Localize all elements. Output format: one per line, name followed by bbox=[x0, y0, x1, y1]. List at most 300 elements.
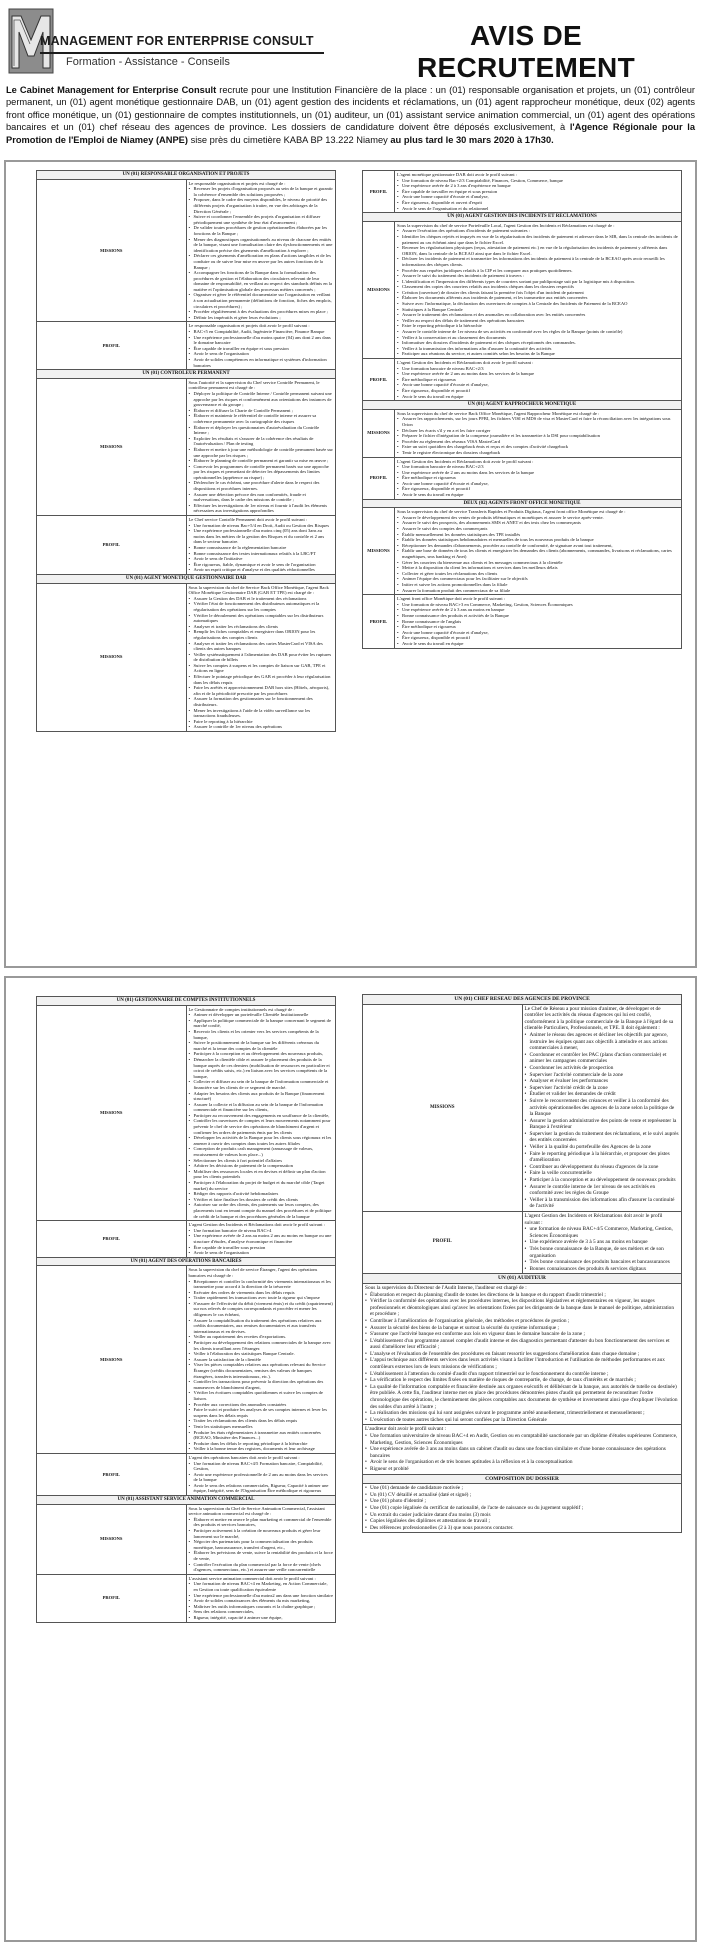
list-item: • Adapter les besoins des clients aux produits de la Banque (financement structuré) bbox=[189, 1091, 334, 1102]
list-item: • Une expérience avérée de 2 ans au moins 2 ans au moins en banque ou une structure d'études, d'analyse économique et financière bbox=[189, 1233, 334, 1244]
list-item: • Une expérience professionnelle d'au moins2 ans dans une fonction similaire bbox=[189, 1593, 334, 1599]
list-item: • Négocier des partenariats pour la commercialisation des produits monétique, bancassurance, transfert d'argent, etc., bbox=[189, 1539, 334, 1550]
list-item: • Une (01) demande de candidature motivée ; bbox=[365, 1485, 679, 1492]
list-item: • Informatiser des dossiers d'incidents de paiement et des chèques réceptionnés des commandes. bbox=[397, 340, 679, 346]
list-item: • Coordonner les activités de prospection bbox=[525, 1065, 680, 1072]
list-item: • Être rigoureux, disponible et proactif bbox=[397, 486, 679, 492]
list-item: • Accompagner les fonctions de la Banque dans la formalisation des procédures de gestion et l'élaboration des circulaires relevant de leur domaine de responsabilité, en veillant au respect des standards définis en la matière et l'optimisation globale des processus métiers concernés ; bbox=[189, 270, 334, 292]
list-item: • Participer au recouvrement des engagements en souffrance de la clientèle, bbox=[189, 1113, 334, 1119]
profil-intro: L'auditeur doit avoir le profil suivant : bbox=[365, 1426, 446, 1433]
list-item: • Assurer la sécurité des biens de la banque et surtout la sécurité du système informatique ; bbox=[365, 1325, 679, 1332]
list-item: • Assurer le traitement des réclamations et des anomalies en collaboration avec les entités concernées bbox=[397, 312, 679, 318]
profil-list bbox=[189, 1581, 334, 1620]
missions-label: MISSIONS bbox=[37, 378, 187, 515]
section-title: UN (01) AUDITEUR bbox=[363, 1274, 682, 1284]
list-item: • Déployer la politique de Contrôle Interne / Contrôle permanent suivant une approche par les risques et conformément aux orientations des instances de gouvernance et du groupe ; bbox=[189, 391, 334, 408]
missions-intro: Sous la supervision du chef de service Transferts Rapides et Produits Digitaux, l'agent front office Monétique est chargé de : bbox=[397, 509, 626, 515]
list-item: • Assurer la Gestion des DAB et le traitement des réclamations bbox=[189, 596, 334, 602]
list-item: • Une expérience professionnelle d'au moins cinq (05) ans dont 3ans au moins dans les métiers de la gestion des Risques et du contrôle et 2 ans dans le secteur bancaire. bbox=[189, 528, 334, 545]
list-item: • Établir une base de données de tous les clients et enregistrer les demandes des clients (abonnements, commandes, livraisons et réclamations, cartes magnétiques, sms banking et Anet) bbox=[397, 548, 679, 559]
profil-label: PROFIL bbox=[363, 457, 395, 499]
intro-text: recrute pour une Institution Financière de la place : un (01) responsable organisation et projets, un (01) contrôleur permanent, un (01) agent monétique gestionnaire DAB, un (01) agent gestion des incidents et réclamations, un (01) agent rapprocheur monétique, deux (02) agents front office monétique, un (01) gestionnaire de comptes institutionnels, un (01) auditeur, un (01) assistant service animation commercial, un (01) agent des opérations bancaires et un (01) chef réseau des agences de province. Les dossiers de candidature doivent être déposés exclusivement, à bbox=[6, 85, 696, 133]
list-item: • L'exécution de toutes autres tâches qui lui seront confiées par la Direction Générale bbox=[365, 1417, 679, 1424]
list-item: • Rigueur, intégrité, capacité à animer une équipe, bbox=[189, 1615, 334, 1621]
list-item: • Être méthodique et rigoureux bbox=[397, 475, 679, 481]
list-item: • Recenser les projets d'organisation proposés au sein de la banque et garantir la cohérence d'ensemble des solutions proposées ; bbox=[189, 186, 334, 197]
list-item: • Concevoir les programmes de contrôle permanent basés sur une approche par les risques et permettant de détecter les dépassements des limites opérationnelles (appétence au risque) ; bbox=[189, 464, 334, 481]
list-item: • Participer aux réunions du service, et autres comités selon les besoins de la Banque bbox=[397, 351, 679, 357]
profil-intro: Le responsable organisation et projets doit avoir le profil suivant : bbox=[188, 323, 310, 329]
list-item: • Avoir le sens de l'organisation et de très bonnes aptitudes à la réflexion et à la conceptualisation bbox=[365, 1459, 679, 1466]
profil-label: PROFIL bbox=[37, 1453, 187, 1495]
section-title: UN (01) AGENT MONETIQUE GESTIONNAIRE DAB bbox=[37, 574, 336, 583]
list-item: • Participer à l'élaboration du projet de budget et du marché cible (Target market) du service bbox=[189, 1180, 334, 1191]
missions-list bbox=[189, 186, 334, 320]
list-item: • Assurer le contrôle interne de 1er niveau de ses activités en conformité avec les règles du Groupe bbox=[525, 1184, 680, 1197]
list-item: • Mobiliser des ressources locales et en devises et définir un plan d'action pour les clients potentiels bbox=[189, 1169, 334, 1180]
list-item: • Rédiger des rapports d'activité hebdomadaires bbox=[189, 1191, 334, 1197]
list-item: • Animer et développer un portefeuille Clientèle Institutionnelle bbox=[189, 1012, 334, 1018]
list-item: • Traiter rapidement les transactions avec toute la rigueur qui s'impose bbox=[189, 1295, 334, 1301]
list-item: • L'analyse et l'évaluation de l'ensemble des procédures en faisant ressortir les suggestions d'amélioration dans chaque domaine ; bbox=[365, 1351, 679, 1358]
list-item: • Appliquer la politique commerciale de la banque concernant le segment de marché confié, bbox=[189, 1018, 334, 1029]
list-item: • Être capable de travailler sous pression bbox=[189, 1245, 334, 1251]
intro-agency: l'Agence Régionale pour la Promotion de l'Emploi de Niamey (ANPE) bbox=[6, 122, 695, 145]
intro-lead: Le Cabinet Management for Enterprise Consult bbox=[6, 85, 217, 95]
profil-list bbox=[189, 523, 334, 573]
list-item: • Identifier les chèques rejetés et impayés en vue de la régularisation des incidents de paiement et adresser dans le SIB, dans la centrale des incidents de paiement au cas échéant ainsi que dans le fichier Excel. bbox=[397, 234, 679, 245]
list-item: • Assurer le suivi du traitement des incidents de paiement à travers : bbox=[397, 273, 679, 279]
list-item: • Une formation universitaire de niveau BAC+4 en Audit, Gestion ou en comptabilité sanctionnée par un diplôme d'études supérieures Commerce, Marketing, Gestion, Sciences Économiques bbox=[365, 1433, 679, 1446]
profil-label: PROFIL bbox=[37, 516, 187, 575]
list-item: • Élaborer et mettre en œuvre le plan marketing et commercial de l'ensemble des produits et services bancaires, bbox=[189, 1517, 334, 1528]
list-item: • Mener les investigations à l'aide de la vidéo surveillance sur les transactions frauduleuses. bbox=[189, 708, 334, 719]
list-item: • Assurer le suivi des prospects, des abonnements SMS et ANET et des tests chez les commerçants bbox=[397, 520, 679, 526]
list-item: • Faire un suivi quotidien des chargeback émis et reçus et des comptes d'activité chargeback bbox=[397, 444, 679, 450]
profil-label: PROFIL bbox=[37, 1221, 187, 1258]
panel-top bbox=[4, 160, 697, 968]
list-item: • Exploiter les résultats et s'assurer de la cohérence des résultats de l'autoévaluation / Plan de testing bbox=[189, 436, 334, 447]
missions-label: MISSIONS bbox=[37, 1005, 187, 1221]
list-item: • Vérifier les écritures comptables quotidiennes et suivre les comptes de liaison. bbox=[189, 1390, 334, 1401]
list-item: • Assurer le développement des ventes de produits télématiques et monétiques et assurer le service après-vente. bbox=[397, 515, 679, 521]
profil-list bbox=[397, 178, 679, 212]
list-item: • Une expérience avérée de 2 ans au moins dans les services de la banque bbox=[397, 371, 679, 377]
list-item: • Création (ouverture) de dossier des clients faisant la première fois l'objet d'un incident de paiement bbox=[397, 290, 679, 296]
missions-intro: Le Chef de Réseau a pour mission d'animer, de développer et de contrôler les activités du réseau d'agences qui lui est confié, conformément à la politique commerciale de la Banque à l'égard de sa clientèle Particuliers, Professionnels, et TPE. Il doit également : bbox=[524, 1005, 674, 1032]
list-item: • Contrôler les transactions pour prévenir la direction des opérations des manœuvres de blanchiment d'argent, bbox=[189, 1379, 334, 1390]
list-item: • La qualité de l'information comptable et financière destinée aux organes exécutifs et délibérant de la banque, aux autorités de tutelle ou destinée) être publiée. A cette fin, l'auditeur interne met en place des procédures démontrées pistes d'audit qui permettent de reconstituer l'ordre chronologique des opérations, le cheminement des pièces comptables aux documents de synthèse et inversement ainsi que d'expliquer l'évolution des soldes d'un arrêté à l'autre ; bbox=[365, 1384, 679, 1410]
profil-list bbox=[365, 1433, 679, 1473]
list-item: • Déclarer les écarts s'il y en a et les faire corriger bbox=[397, 428, 679, 434]
missions-intro: Sous la supervision du chef de service Back Office Monétique, l'agent Rapprocheur Monétique est chargé de : bbox=[397, 410, 600, 416]
list-item: • Procéder aux corrections des anomalies constatées bbox=[189, 1402, 334, 1408]
list-item: • Avoir une bonne capacité d'écoute et d'analyse, bbox=[397, 481, 679, 487]
list-item: • Être rigoureux, disponible et proactif bbox=[397, 635, 679, 641]
missions-intro: Sous la supervision du chef de service Étranger, l'agent des opérations bancaires est chargé de : bbox=[188, 1267, 318, 1278]
profil-intro: L'agent Gestion des Incidents et Réclamations doit avoir le profil suivant : bbox=[397, 360, 534, 365]
list-item: • L'établissement à l'attention du comité d'audit d'un rapport trimestriel sur le fonctionnement du contrôle interne ; bbox=[365, 1371, 679, 1378]
intro-text-2: sise près du cimetière KABA BP 13.222 Niamey bbox=[187, 134, 391, 145]
list-item: • Contribuer à l'amélioration de l'organisation générale, des méthodes et procédures de gestion ; bbox=[365, 1318, 679, 1325]
list-item: • Classement des copies des courriers relatifs aux incidents chèques dans les dossiers respectifs bbox=[397, 284, 679, 290]
list-item: • Suivre le recouvrement des créances et veiller à la conformité des activités opérationnelles des agences de la zone selon la politique de la Banque bbox=[525, 1098, 680, 1118]
list-item: • Participer à la conception et au développement des nouveaux produits, bbox=[189, 1051, 334, 1057]
list-item: • Avoir le sens de l'organisation bbox=[189, 1250, 334, 1256]
list-item: • Suivre avec l'informatique, la déclaration des ouvertures de comptes à la Centrale des Incidents de Paiement de la BCEAO bbox=[397, 301, 679, 307]
list-item: • Assurer la comptabilisation du traitement des opérations relatives aux crédits documentaires, aux remises documentaires et aux transferts internationaux et en devises. bbox=[189, 1318, 334, 1335]
list-item: • Avoir le sens du travail en équipe bbox=[397, 394, 679, 400]
profil-label: PROFIL bbox=[37, 1574, 187, 1622]
list-item: • Élaborer le planning de contrôle permanent et garantir sa mise en œuvre ; bbox=[189, 458, 334, 464]
list-item: • Étudier et valider les demandes de crédit bbox=[525, 1091, 680, 1098]
list-item: • Proposer, dans le cadre des moyens disponibles, le niveau de priorité des différents projets d'organisation à traiter, en vue des arbitrages de la Direction Générale ; bbox=[189, 197, 334, 214]
list-item: • Animer l'équipe des commerciaux pour les facilitater sur le objectifs bbox=[397, 576, 679, 582]
company-logo bbox=[6, 6, 326, 76]
list-item: • Copies légalisées des diplômes et attestations de travail ; bbox=[365, 1518, 679, 1525]
list-item: • Très bonne connaissance de la Banque, de ses métiers et de son organisation bbox=[525, 1246, 680, 1259]
list-item: • Être rigoureux, disponible et proactif bbox=[397, 388, 679, 394]
missions-intro: Sous la supervision du chef de service Portefeuille Local, l'agent Gestion des Incidents et Réclamations est chargé de : bbox=[397, 222, 615, 228]
list-item: • Participer au développement des relations commerciales de la banque avec les clients travaillant avec l'étranger. bbox=[189, 1340, 334, 1351]
list-item: • Faire le reporting périodique à la hiérarchie, et proposer des pistes d'amélioration bbox=[525, 1151, 680, 1164]
list-item: • Faire les arrêtés et approvisionnement DAB hors sites (Hôtels, aéroports), afin et de la périodicité prescrite par les procédures bbox=[189, 685, 334, 696]
list-item: • Animer le réseau des agences et décliner les objectifs par agence, instruire les équipes quant aux objectifs à atteindre et aux actions commerciales à mener, bbox=[525, 1032, 680, 1052]
list-item: • Conception de produits cash management (ramassage de valeurs, encaissement de valeurs hors place...) bbox=[189, 1146, 334, 1157]
list-item: • Élaborer et mettre à jour une méthodologie de contrôle permanent basée sur une approche par les risques ; bbox=[189, 447, 334, 458]
list-item: • Une expérience avérée de 2 à 3 ans d'expérience en banque bbox=[397, 183, 679, 189]
list-item: • Développer les activités de la Banque pour les clients sous régionaux et les amener à ouvrir des comptes dans toutes les autres filiales bbox=[189, 1135, 334, 1146]
list-item: • Exécuter des ordres de virements dans les délais requis bbox=[189, 1290, 334, 1296]
profil-intro: Le Chef service Contrôle Permanent doit avoir le profil suivant : bbox=[188, 517, 308, 523]
missions-intro: Sous la supervision du Directeur de l'Audit Interne, l'auditeur est chargé de : bbox=[365, 1284, 527, 1291]
list-item: • Avoir le sens de l'initiative bbox=[189, 556, 334, 562]
missions-label: MISSIONS bbox=[363, 409, 395, 457]
list-item: • Assurer les rapprochements, sur les jours PFBI, les fichiers VISI et MDS de visa et MasterCard et faire la réconciliation avec les intégrations sous Orion bbox=[397, 416, 679, 427]
list-item: • Une formation bancaire de niveau BAC+2/3 bbox=[397, 366, 679, 372]
profil-list bbox=[397, 602, 679, 647]
list-item: • Une formation de niveau Bac+5/4 en Droit, Audit ou Gestion des Risques bbox=[189, 523, 334, 529]
list-item: • Analyser et traiter les réclamations des cartes MasterCard et VISA des clients des autres banques bbox=[189, 641, 334, 652]
list-item: • Avoir de solides compétences en informatique et systèmes d'information bancaires bbox=[189, 357, 334, 368]
list-item: • Viser les pièces comptables relatives aux opérations relevant du Service Étranger (crédits documentaires, remises des valeurs de banques étrangères, transferts internationaux, etc.). bbox=[189, 1362, 334, 1379]
list-item: • Produire les états réglementaires à transmettre aux entités concernées (BCEAO, Ministère des Finances...) bbox=[189, 1430, 334, 1441]
list-item: • Assurer le contrôle de 1er niveau des opérations bbox=[189, 724, 334, 730]
list-item: • Élaborer et maintenir le référentiel de contrôle interne et assurer sa cohérence permanente avec la cartographie des risques bbox=[189, 413, 334, 424]
profil-intro: L'agent Gestion des Incidents et Réclamations doit avoir le profil suivant : bbox=[188, 1222, 325, 1228]
list-item: • Suivre les comptes à suspens et les comptes de liaison sur GAB, TPE et Actions en ligne bbox=[189, 663, 334, 674]
list-item: • Une formation de niveau Bac+2/3 Comptabilité, Finances, Gestion, Commerce, banque bbox=[397, 178, 679, 184]
list-item: • Veiller à la transmission des informations afin d'assurer la continuité des activités bbox=[397, 346, 679, 352]
list-item: • Être rigoureux, fiable, dynamique et avoir le sens de l'organisation bbox=[189, 562, 334, 568]
missions-intro: Le responsable organisation et projets est chargé de : bbox=[188, 180, 286, 186]
list-item: • Élaboration et respect du planning d'audit de toutes les directions de la banque et du rapport d'audit trimestriel ; bbox=[365, 1292, 679, 1299]
list-item: • L'établissement d'un programme annuel complet d'audit interne et des diagnostics permettant d'attester du bon fonctionnement des services et aussi d'améliorer leur efficacité ; bbox=[365, 1338, 679, 1351]
list-item: • une formation de niveau BAC+4/5 Commerce, Marketing, Gestion, Sciences Économiques bbox=[525, 1226, 680, 1239]
section-title: COMPOSITION DU DOSSIER bbox=[363, 1474, 682, 1484]
list-item: • Vérifier le déroulement des opérations comptables sur les distributeurs automatiques bbox=[189, 613, 334, 624]
list-item: • Très bonne connaissance des produits bancaires et bancassurances bbox=[525, 1259, 680, 1266]
list-item: • Assurer la satisfaction de la clientèle bbox=[189, 1357, 334, 1363]
list-item: • Effectuer les investigations de 1er niveau et fournir à l'audit les éléments nécessaires aux investigations approfondies bbox=[189, 503, 334, 514]
missions-label: MISSIONS bbox=[363, 221, 395, 358]
list-item: • Veiller à la transmission des informations afin d'assurer la continuité de l'activité bbox=[525, 1197, 680, 1210]
missions-list bbox=[397, 228, 679, 357]
list-item: • Une expérience avérée de 2 à 3 ans au moins en banque bbox=[397, 607, 679, 613]
list-item: • Vérifier et faire finaliser les dossiers de crédit des clients bbox=[189, 1197, 334, 1203]
list-item: • Effectuer le pointage périodique des GAB et procéder à leur régularisation dans les délais requis bbox=[189, 674, 334, 685]
list-item: • Déclarer les incidents de paiement et transmettre les informations des incidents de paiement à la centrale de la BCEAO après avoir recueilli les informations des chèques clients. bbox=[397, 256, 679, 267]
profil-label: PROFIL bbox=[363, 359, 395, 401]
list-item: • Bonne connaissance des textes internationaux relatifs à la LBC/FT bbox=[189, 551, 334, 557]
section-title: UN (01) CONTROLEUR PERMANENT bbox=[37, 370, 336, 379]
list-item: • Une formation de niveau BAC+4/5 Formation bancaire, Comptabilité, Gestion, bbox=[189, 1461, 334, 1472]
list-item: • Sens des relations commerciales, bbox=[189, 1609, 334, 1615]
list-item: • Avoir une bonne capacité d'écoute et d'analyse, bbox=[397, 382, 679, 388]
list-item: • Veiller à la bonne tenue des registres, documents et leur archivage bbox=[189, 1446, 334, 1452]
missions-list bbox=[189, 1279, 334, 1452]
list-item: • Veiller systématiquement à l'alimentation des DAB pour éviter les ruptures de distribution de billets bbox=[189, 652, 334, 663]
list-item: • Assurer la collecte et la diffusion au sein de la banque de l'information commerciale et financière sur les clients, bbox=[189, 1102, 334, 1113]
section-title: DEUX (02) AGENTS FRONT OFFICE MONETIQUE bbox=[363, 499, 682, 508]
page-title: AVIS DE RECRUTEMENT bbox=[417, 20, 635, 83]
missions-list bbox=[397, 515, 679, 593]
missions-list bbox=[397, 416, 679, 455]
list-item: • Être méthodique et rigoureux bbox=[397, 377, 679, 383]
list-item: • La réalisation des missions qui lui sont assignées suivant le programme arrêté annuellement, trimestriellement et mensuellement ; bbox=[365, 1410, 679, 1417]
profil-intro: L'agent Gestion des Incidents et Réclamations doit avoir le profil suivant : bbox=[524, 1213, 663, 1226]
missions-label: MISSIONS bbox=[37, 179, 187, 322]
list-item: • Traiter les réclamations des clients dans les délais requis bbox=[189, 1418, 334, 1424]
list-item: • Avoir une bonne capacité d'écoute et d'analyse, bbox=[397, 194, 679, 200]
list-item: • Une expérience avérée de 3 ans au moins dans un cabinet d'audit ou dans une fonction similaire et d'une bonne connaissance des opérations bancaires bbox=[365, 1446, 679, 1459]
section-title: UN (01) AGENT DES OPERATIONS BANCAIRES bbox=[37, 1257, 336, 1266]
list-item: • Contribuer au développement du réseau d'agences de la zone bbox=[525, 1164, 680, 1171]
list-item: • Superviser l'activité crédit de la zone bbox=[525, 1085, 680, 1092]
list-item: • Faire le reporting périodique à la hiérarchie bbox=[397, 323, 679, 329]
list-item: • S'assurer que l'activité banque est conforme aux lois en vigueur dans le domaine bancaire de la zone ; bbox=[365, 1331, 679, 1338]
list-item: • Autoriser sur ordre des clients, des paiements sur leurs comptes, des placements tout en tenant compte du manuel des procédures et de politique de crédit de la banque et des procédures générales de la banque bbox=[189, 1202, 334, 1219]
logo-tagline: Formation - Assistance - Conseils bbox=[66, 56, 230, 68]
profil-label: PROFIL bbox=[363, 595, 395, 648]
list-item: • Procéder au règlement des réseaux VISA MasterCard bbox=[397, 439, 679, 445]
list-item: • Un (01) CV détaillé et actualisé (daté et signé) ; bbox=[365, 1492, 679, 1499]
list-item: • Faire la veille concurrentielle bbox=[525, 1170, 680, 1177]
missions-list bbox=[365, 1292, 679, 1424]
list-item: • Rigueur et probité bbox=[365, 1466, 679, 1473]
list-item: • Établir les données statistiques hebdomadaires et mensuelles de tous les nouveaux produits de la banque bbox=[397, 537, 679, 543]
header bbox=[6, 6, 695, 83]
list-item: • Collecter et gérer toutes les réclamations des clients bbox=[397, 571, 679, 577]
list-item: • Bonne connaissance des produits et activités de la Banque bbox=[397, 613, 679, 619]
missions-list bbox=[189, 1517, 334, 1573]
missions-intro: Sous la supervision du Chef de Service Animation Commercial, l'assistant service animation commercial est chargé de : bbox=[188, 1505, 325, 1517]
list-item: • Suivre le positionnement de la banque sur les différents créneaux du marché et la tenue des comptes de la clientèle bbox=[189, 1040, 334, 1051]
list-item: • Mener des diagnostiques organisationnels au niveau de chacune des entités de la banque, visant une formalisation claire des dysfonctionnements et une identification précise des gisements d'amélioration à explorer ; bbox=[189, 237, 334, 254]
list-item: • Veiller au respect des délais de traitement des opérations bancaires bbox=[397, 318, 679, 324]
list-item: • Des références professionnelles (2 à 3) que nous pouvons contacter. bbox=[365, 1525, 679, 1532]
list-item: • Assurer l'exécution des opérations d'incidents de paiement suivantes : bbox=[397, 228, 679, 234]
list-item: • Produire dans les délais le reporting périodique à la hiérarchie bbox=[189, 1441, 334, 1447]
list-item: • Organiser et gérer le référentiel documentaire sur l'organisation en veillant à son actualisation permanente (définitions de fonction, fiches des emplois, circulaires et procédures) ; bbox=[189, 292, 334, 309]
list-item: • Réceptionner et contrôler la conformité des virements internationaux et les transmettre pour accord à la direction de la trésorerie bbox=[189, 1279, 334, 1290]
profil-list bbox=[397, 464, 679, 498]
list-item: • Assurer le suivi des comptes des commerçants bbox=[397, 526, 679, 532]
list-item: • Définir les impératifs et gérer leurs évolutions ; bbox=[189, 315, 334, 321]
list-item: • Une expérience professionnelle d'au moins quatre (04) ans dont 2 ans dans le domaine bancaire bbox=[189, 335, 334, 346]
profil-label: PROFIL bbox=[37, 322, 187, 370]
list-item: • Une expérience avérée de 3 à 5 ans au moins en banque bbox=[525, 1239, 680, 1246]
list-item: • Une expérience avérée de 2 ans au moins dans les services de la banque bbox=[397, 470, 679, 476]
list-item: • Gérer les courriers du bienvenue aux clients et les messages commerciaux à la clientèle bbox=[397, 560, 679, 566]
list-item: • Tenir les statistiques mensuelles bbox=[189, 1424, 334, 1430]
list-item: • Une formation de niveau BAC+4 en Marketing, en Action Commerciale, en Gestion ou toute qualification équivalente bbox=[189, 1581, 334, 1592]
list-item: • Faire le suivi et produire les analyses de ses comptes internes et lever les suspens dans les délais requis bbox=[189, 1407, 334, 1418]
list-item: • La vérification le respect des limites fixées en matière de risques de contrepartie, de change, de taux d'intérêts et de marchés ; bbox=[365, 1377, 679, 1384]
missions-label: MISSIONS bbox=[363, 1004, 523, 1211]
list-item: • Être capable de travailler en équipe et sous pression bbox=[189, 346, 334, 352]
list-item: • Recenser les régularisations physiques (reçus, attestation de paiement etc.) en vue de la régularisation des incidents de paiement y afférents dans ORION, dans la centrale de la BCEAO ainsi que dans le fichier Excel. bbox=[397, 245, 679, 256]
list-item: • Avoir le sens du travail en équipe bbox=[397, 492, 679, 498]
intro-paragraph bbox=[6, 84, 695, 146]
list-item: • Veiller au rapatriement des recettes d'exportations. bbox=[189, 1334, 334, 1340]
profil-list bbox=[189, 329, 334, 368]
list-item: • Élaborer les documents afférents aux incidents de paiement, et les transmettre aux entités concernées bbox=[397, 295, 679, 301]
list-item: • Assurer une détection précoce des non conformités, fraude et malversations, dans le cadre des missions de contrôle ; bbox=[189, 492, 334, 503]
section-title: UN (01) AGENT GESTION DES INCIDENTS ET RECLAMATIONS bbox=[363, 213, 682, 222]
list-item: • Être méthodique et rigoureux bbox=[397, 624, 679, 630]
list-item: • Élaborer et diffuser la Charte de Contrôle Permanent ; bbox=[189, 408, 334, 414]
list-item: • Une (01) photo d'identité ; bbox=[365, 1498, 679, 1505]
list-item: • Contrôler l'exécution du plan commercial par la force de vente (chefs d'agences, commerciaux, etc.) et assurer une veille concurrentielle bbox=[189, 1562, 334, 1573]
dossier-list bbox=[365, 1485, 679, 1531]
logo-company-name: MANAGEMENT FOR ENTERPRISE CONSULT bbox=[40, 34, 314, 48]
panel-top-right-column bbox=[362, 170, 682, 649]
list-item: • Élaborer les prévisions de vente, suivre la rentabilité des produits et la force de vente, bbox=[189, 1550, 334, 1561]
missions-intro: Le Gestionnaire de comptes institutionnels est chargé de : bbox=[188, 1006, 295, 1012]
list-item: • Une formation bancaire de niveau BAC+2/3 bbox=[397, 464, 679, 470]
list-item: • Un extrait du casier judiciaire datant d'au moins (3) mois bbox=[365, 1512, 679, 1519]
panel-bottom-right-column bbox=[362, 994, 682, 1533]
list-item: • Déclencher le cas échéant, une procédure d'alerte dans le respect des dispositions et procédures internes. bbox=[189, 480, 334, 491]
list-item: • Contrôler les ouvertures de comptes et leurs mouvements notamment pour prévenir le chef de service des opérations de blanchiment d'argent et confirmer les ordres de paiements émis par les clients bbox=[189, 1118, 334, 1135]
list-item: • Avoir une expérience professionnelle de 2 ans au moins dans les services de la banque bbox=[189, 1472, 334, 1483]
list-item: • Procéder régulièrement à des évaluations des procédures mises en place ; bbox=[189, 309, 334, 315]
panel-bottom-left-column bbox=[36, 996, 336, 1623]
missions-label: MISSIONS bbox=[363, 508, 395, 595]
list-item: • S'assurer de l'effectivité du débit (virement émis) et du crédit (rapatriement) sur nos relevés de comptes correspondants et procéder et mener les diligences le cas échéant, bbox=[189, 1301, 334, 1318]
list-item: • Être rigoureux, disponible et ouvert d'esprit bbox=[397, 200, 679, 206]
list-item: • Démarcher la clientèle cible et assurer le placement des produits de la banque auprès de ces derniers (mobilisation de ressources en particulier et octroi de crédits saisis, etc.) en liaison avec les services compétents de la banque, bbox=[189, 1057, 334, 1079]
list-item: • Suivre et coordonner l'ensemble des projets d'organisation et diffuser périodiquement une synthèse de leur état d'avancement ; bbox=[189, 214, 334, 225]
list-item: • Bonne connaissance de l'anglais bbox=[397, 619, 679, 625]
list-item: • L'appui technique aux différents services dans leurs activités visant à faciliter l'introduction et l'utilisation de méthodes performantes et aux contrôleurs externes lors de leurs missions de vérifications ; bbox=[365, 1357, 679, 1370]
list-item: • Superviser l'activité commerciale de la zone bbox=[525, 1072, 680, 1079]
list-item: • Veiller à la conservation et au classement des documents bbox=[397, 335, 679, 341]
profil-label: PROFIL bbox=[363, 1212, 523, 1274]
profil-intro: L'agent monétique gestionnaire DAB doit avoir le profil suivant : bbox=[397, 172, 518, 177]
missions-list bbox=[525, 1032, 680, 1210]
list-item: • Participer activement à la création de nouveaux produits et gérer leur lancement sur le marché, bbox=[189, 1528, 334, 1539]
profil-list bbox=[189, 1228, 334, 1256]
list-item: • Analyser et évaluer les performances bbox=[525, 1078, 680, 1085]
list-item: • Assurer la formation des gestionnaires sur le fonctionnement des distributeurs. bbox=[189, 696, 334, 707]
missions-label: MISSIONS bbox=[37, 583, 187, 731]
list-item: • Bonne connaissance de la réglementation bancaire bbox=[189, 545, 334, 551]
missions-list bbox=[189, 596, 334, 730]
missions-intro: Sous la supervision du chef de Service Back Office Monétique, l'agent Back Office Monétique Gestionnaire DAB (GAB ET TPE) est chargé de : bbox=[188, 584, 329, 596]
list-item: • Une formation bancaire de niveau BAC+4 bbox=[189, 1228, 334, 1234]
section-title: UN (01) AGENT RAPPROCHEUR MONETIQUE bbox=[363, 401, 682, 410]
list-item: • Faire le reporting à la hiérarchie bbox=[189, 719, 334, 725]
section-title: UN (01) RESPONSABLE ORGANISATION ET PROJETS bbox=[37, 171, 336, 180]
list-item: • Assurer la formation produit des commerciaux de sa filiale bbox=[397, 588, 679, 594]
list-item: • Assurer la gestion administrative des points de vente et représenter la Banque à l'extérieur bbox=[525, 1118, 680, 1131]
profil-label: PROFIL bbox=[363, 171, 395, 213]
list-item: • Analyser et traiter les réclamations des clients bbox=[189, 624, 334, 630]
section-title: UN (01) GESTIONNAIRE DE COMPTES INSTITUTIONNELS bbox=[37, 997, 336, 1006]
list-item: • Tenir le registre électronique des dossiers chargeback bbox=[397, 450, 679, 456]
intro-deadline: au plus tard le 30 mars 2020 à 17h30. bbox=[390, 134, 554, 145]
list-item: • Avoir un esprit critique et d'analyse et des qualités rédactionnelles bbox=[189, 567, 334, 573]
list-item: • Une formation de niveau BAC+3 en Commerce, Marketing, Gestion, Sciences Économiques bbox=[397, 602, 679, 608]
list-item: • Sélectionner les clients à fort potentiel d'affaires bbox=[189, 1158, 334, 1164]
list-item: • Avoir de solides connaissances des éléments du mix marketing, bbox=[189, 1598, 334, 1604]
list-item: • Avoir une bonne capacité d'écoute et d'analyse, bbox=[397, 630, 679, 636]
list-item: • Recevoir les clients et les orienter vers les services compétents de la banque, bbox=[189, 1029, 334, 1040]
list-item: • Veiller à la qualité du portefeuille des Agences de la zone bbox=[525, 1144, 680, 1151]
list-item: • Préparer le fichier d'intégration de la compense journalière et les transmettre à la DSI pour comptabilisation bbox=[397, 433, 679, 439]
list-item: • Avoir le sens de l'organisation et du relationnel bbox=[397, 206, 679, 212]
list-item: • BAC+5 en Comptabilité, Audit, Ingénierie Financière, Finance Banque bbox=[189, 329, 334, 335]
panel-top-left-column bbox=[36, 170, 336, 732]
missions-label: MISSIONS bbox=[37, 1266, 187, 1454]
list-item: • L'identification et l'impression des différents types de courriers sortant par publipostage suit par la logistique mis à disposition. bbox=[397, 279, 679, 285]
list-item: • Élaborer et déployer les questionnaires d'autoévaluation du Contrôle Interne ; bbox=[189, 425, 334, 436]
list-item: • Maîtriser les outils informatiques courants et la chaîne graphique ; bbox=[189, 1604, 334, 1610]
profil-intro: L'agent front office Monétique doit avoir le profil suivant : bbox=[397, 596, 506, 602]
profil-intro: L'agent Gestion des Incidents et Réclamations doit avoir le profil suivant : bbox=[397, 458, 534, 464]
list-item: • De valider toutes procédures de gestion opérationnelles élaborées par les fonctions de la Banque ; bbox=[189, 225, 334, 236]
list-item: • Établir mensuellement les données statistiques des TPE installés bbox=[397, 532, 679, 538]
list-item: • Réceptionner les demandes d'abonnements, procéder au contrôle de conformité, de signature avant tout traitement, bbox=[397, 543, 679, 549]
missions-list bbox=[189, 391, 334, 514]
missions-intro: Sous l'autorité et la supervision du Chef service Contrôle Permanent, le contrôleur permanent est chargé de : bbox=[188, 379, 320, 391]
list-item: • Assurer le contrôle interne de 1er niveau de ses activités en conformité avec les règles de la Banque (points de contrôle) bbox=[397, 329, 679, 335]
list-item: • Remplir les fiches comptables et enregistrer dans ORION pour les régularisations des comptes clients bbox=[189, 629, 334, 640]
list-item: • Procéder aux requêtes juridiques relatifs à la CIP et les comparer aux pratiques quotidiennes. bbox=[397, 268, 679, 274]
profil-list bbox=[189, 1461, 334, 1495]
list-item: • Participer à la conception et au développement de nouveaux produits bbox=[525, 1177, 680, 1184]
list-item: • Superviser la gestion du traitement des réclamations, et le suivi auprès des entités concernées bbox=[525, 1131, 680, 1144]
list-item: • Avoir le sens des relations commerciales, Rigueur, Capacité à animer une équipe, Intégrité, sens de l'Organisation Être méthodique et rigoureux bbox=[189, 1483, 334, 1494]
list-item: • Être capable de travailler en équipe et sous pression bbox=[397, 189, 679, 195]
list-item: • Veiller à l'élaboration des statistiques Banque Centrale. bbox=[189, 1351, 334, 1357]
list-item: • Statistiques à la Banque Centrale bbox=[397, 307, 679, 313]
list-item: • Collecter et diffuser au sein de la banque de l'information commerciale et financière sur les clients de ce segment de marché. bbox=[189, 1079, 334, 1090]
list-item: • Coordonner et contrôler les PAC (plans d'action commerciale) et animer les campagnes commerciales bbox=[525, 1052, 680, 1065]
panel-bottom bbox=[4, 976, 697, 1942]
profil-list bbox=[397, 366, 679, 400]
profil-intro: L'agent des opérations bancaires doit avoir le profil suivant : bbox=[188, 1454, 300, 1460]
missions-list bbox=[189, 1012, 334, 1219]
profil-list bbox=[525, 1226, 680, 1272]
missions-label: MISSIONS bbox=[37, 1504, 187, 1574]
list-item: • Une (01) copie légalisée du certificat de nationalité, de l'acte de naissance ou du jugement supplétif ; bbox=[365, 1505, 679, 1512]
list-item: • Vérifier l'état de fonctionnement des distributeurs automatiques et la régularisation des opérations sur les comptes bbox=[189, 601, 334, 612]
list-item: • Vérifier la conformité des opérations avec les procédures internes, les dispositions législatives et réglementaires en vigueur, les usages professionnels et déontologiques ainsi qu'avec les orientations fixées par les dirigeants de la banque dans le manuel de politique, administration et procédure ; bbox=[365, 1298, 679, 1318]
logo-divider bbox=[40, 52, 324, 54]
